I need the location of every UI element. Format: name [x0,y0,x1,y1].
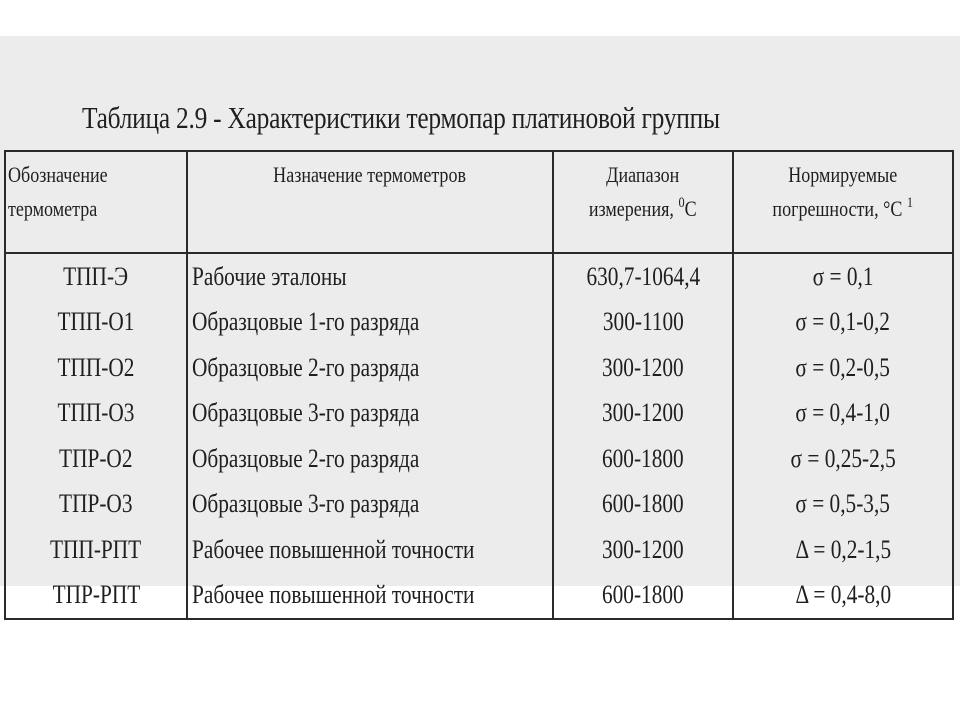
cell-range: 300-1100 [602,307,684,337]
header-error [733,151,953,253]
cell-code: ТПП-Э [63,261,129,291]
header-range-line-1: Диапазон [606,162,680,187]
header-row [5,151,953,253]
cell-error: σ = 0,4-1,0 [795,398,891,428]
cell-purpose: Образцовые 2-го разряда [192,443,420,473]
header-code-line-1: Обозначение [8,162,108,187]
cell-range: 300-1200 [602,352,684,382]
header-purpose-label: Назначение термометров [273,162,467,187]
header-range [553,151,733,253]
header-error-footnote: 1 [907,195,914,212]
table-row [5,482,953,528]
cell-error: σ = 0,5-3,5 [795,489,891,519]
cell-code: ТПР-РПТ [52,580,140,610]
cell-code: ТПР-О3 [59,489,133,519]
document-sheet [0,36,960,610]
header-code-line-2: термометра [8,196,98,222]
cell-range: 300-1200 [602,398,684,428]
table-caption: Таблица 2.9 - Характеристики термопар платиновой группы [82,100,720,135]
header-code [5,151,187,253]
table-row [5,573,953,620]
cell-purpose: Образцовые 3-го разряда [192,489,420,519]
table-row [5,300,953,346]
cell-purpose: Образцовые 3-го разряда [192,398,420,428]
table-row [5,345,953,391]
cell-purpose: Образцовые 1-го разряда [192,307,420,337]
cell-purpose: Образцовые 2-го разряда [192,352,420,382]
cell-range: 300-1200 [602,534,684,564]
header-error-line-1: Нормируемые [788,162,898,187]
cell-range: 600-1800 [602,443,684,473]
cell-error: σ = 0,1-0,2 [795,307,891,337]
cell-error: σ = 0,25-2,5 [790,443,896,473]
cell-error: σ = 0,2-0,5 [795,352,891,382]
header-range-degree: 0 [678,195,685,212]
cell-range: 630,7-1064,4 [586,261,700,291]
header-range-unit: С [684,196,697,222]
cell-code: ТПП-О3 [57,398,135,428]
cell-code: ТПП-РПТ [50,534,142,564]
header-purpose [187,151,553,253]
cell-code: ТПП-О1 [57,307,135,337]
cell-error: Δ = 0,2-1,5 [795,534,891,564]
table-row [5,436,953,482]
cell-code: ТПР-О2 [59,443,133,473]
cell-purpose: Рабочее повышенной точности [192,534,475,564]
table-row [5,391,953,437]
thermocouple-table [4,150,954,620]
header-error-line-2: погрешности, °С [772,196,903,222]
cell-range: 600-1800 [602,489,684,519]
header-range-line-2: измерения, [589,196,679,222]
cell-purpose: Рабочие эталоны [192,261,347,291]
table-row [5,253,953,300]
cell-range: 600-1800 [602,580,684,610]
table-row [5,527,953,573]
cell-purpose: Рабочее повышенной точности [192,580,475,610]
cell-error: σ = 0,1 [812,261,874,291]
cell-code: ТПП-О2 [57,352,135,382]
cell-error: Δ = 0,4-8,0 [795,580,891,610]
